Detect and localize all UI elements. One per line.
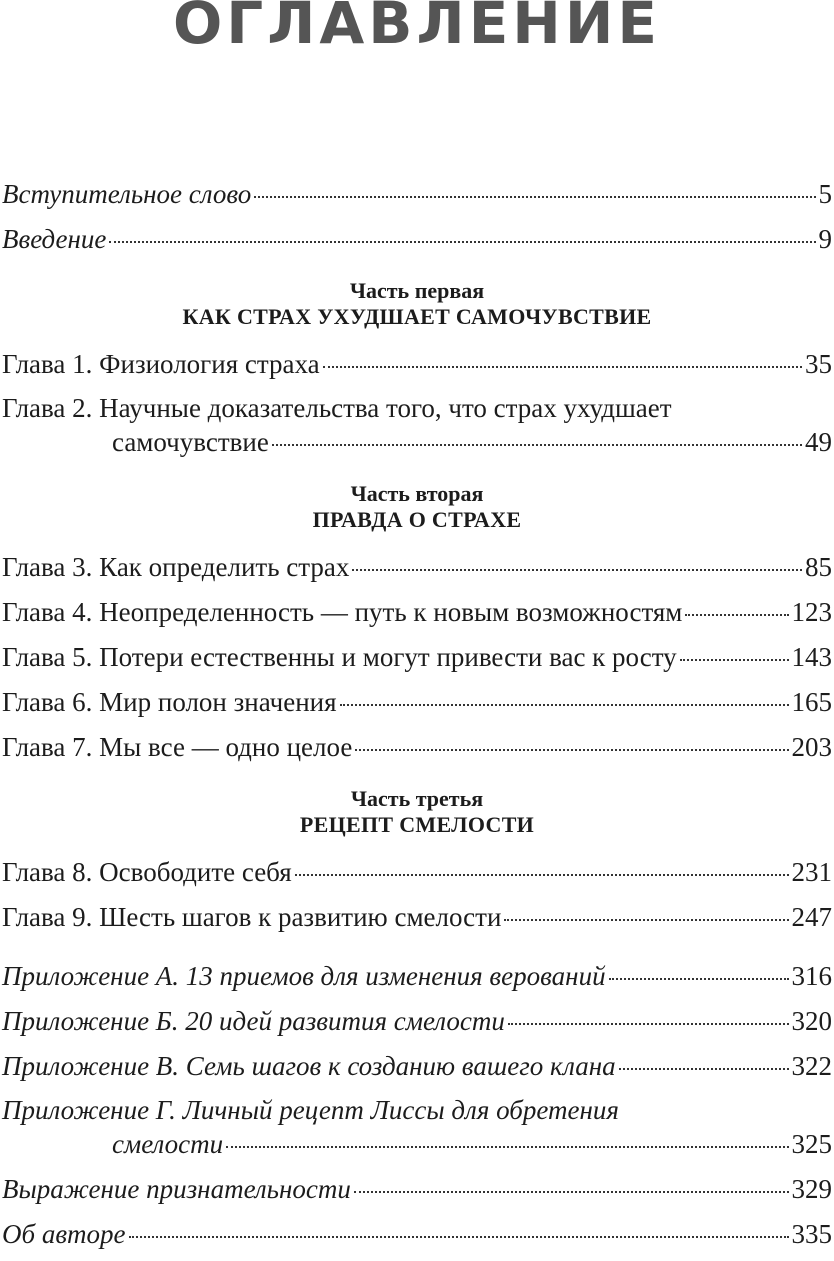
entry-page: 335: [791, 1219, 832, 1249]
toc-entry-chapter-4[interactable]: [2, 594, 832, 639]
entry-title: Об авторе: [2, 1219, 126, 1249]
toc-entry-chapter-7[interactable]: [2, 729, 832, 774]
entry-page: 143: [791, 642, 832, 672]
dot-leader: [109, 241, 815, 243]
entry-page: 49: [805, 427, 832, 457]
entry-page: 9: [818, 224, 832, 254]
toc-entry-appendix-v[interactable]: [2, 1048, 832, 1093]
entry-page: 35: [805, 349, 832, 379]
entry-title: Вступительное слово: [2, 179, 252, 209]
entry-title: Глава 5. Потери естественны и могут привести вас к росту: [2, 642, 677, 672]
entry-page: 231: [791, 857, 832, 887]
dot-leader: [609, 978, 789, 980]
part-label: Часть первая: [349, 278, 485, 303]
toc-entry-chapter-3[interactable]: [2, 549, 832, 594]
dot-leader: [323, 366, 802, 368]
toc-entry-chapter-9[interactable]: [2, 899, 832, 944]
toc-entry-chapter-8[interactable]: [2, 854, 832, 899]
part-label: Часть третья: [350, 786, 484, 811]
part-title: КАК СТРАХ УХУДШАЕТ САМОЧУВСТВИЕ: [182, 304, 652, 329]
toc-entry-acknowledgements[interactable]: [2, 1171, 832, 1216]
dot-leader: [226, 1146, 788, 1148]
dot-leader: [340, 704, 789, 706]
entry-title: Приложение В. Семь шагов к созданию вашего клана: [2, 1051, 616, 1081]
entry-title-line-2: смелости: [112, 1129, 224, 1159]
dot-leader: [504, 919, 788, 921]
dot-leader: [680, 659, 789, 661]
table-of-contents: [2, 176, 832, 1261]
toc-entry-chapter-5[interactable]: [2, 639, 832, 684]
toc-entry-appendix-g[interactable]: [2, 1093, 832, 1171]
entry-title: Приложение А. 13 приемов для изменения верований: [2, 961, 606, 991]
part-label: Часть вторая: [350, 481, 484, 506]
entry-title: Глава 1. Физиология страха: [2, 349, 320, 379]
toc-entry-appendix-a[interactable]: [2, 958, 832, 1003]
entry-title-line-2: самочувствие: [112, 427, 269, 457]
dot-leader: [619, 1068, 789, 1070]
entry-title: Глава 6. Мир полон значения: [2, 687, 337, 717]
entry-page: 320: [791, 1006, 832, 1036]
entry-page: 329: [791, 1174, 832, 1204]
entry-title: Введение: [2, 224, 107, 254]
part-heading-1: [2, 266, 832, 346]
entry-title: Глава 9. Шесть шагов к развитию смелости: [2, 902, 502, 932]
entry-title: Глава 7. Мы все — одно целое: [2, 732, 353, 762]
entry-title-line-1: Глава 2. Научные доказательства того, что страх ухудшает: [2, 393, 672, 423]
toc-entry-foreword[interactable]: [2, 176, 832, 221]
entry-page: 203: [791, 732, 832, 762]
entry-title: Глава 4. Неопределенность — путь к новым возможностям: [2, 597, 683, 627]
toc-entry-chapter-2[interactable]: [2, 391, 832, 469]
entry-page: 85: [805, 552, 832, 582]
dot-leader: [272, 444, 802, 446]
dot-leader: [254, 196, 815, 198]
dot-leader: [685, 614, 788, 616]
dot-leader: [295, 874, 789, 876]
entry-title-line-1: Приложение Г. Личный рецепт Лиссы для обретения: [2, 1095, 619, 1125]
toc-entry-about-author[interactable]: [2, 1216, 832, 1261]
dot-leader: [355, 749, 788, 751]
part-title: РЕЦЕПТ СМЕЛОСТИ: [299, 812, 535, 837]
part-heading-3: [2, 774, 832, 854]
page-title: ОГЛАВЛЕНИЕ: [172, 0, 662, 57]
part-heading-2: [2, 469, 832, 549]
toc-entry-appendix-b[interactable]: [2, 1003, 832, 1048]
dot-leader: [354, 1191, 789, 1193]
entry-page: 322: [791, 1051, 832, 1081]
dot-leader: [352, 569, 802, 571]
entry-title: Приложение Б. 20 идей развития смелости: [2, 1006, 505, 1036]
toc-entry-chapter-1[interactable]: [2, 346, 832, 391]
entry-page: 123: [791, 597, 832, 627]
entry-page: 165: [791, 687, 832, 717]
entry-page: 247: [791, 902, 832, 932]
dot-leader: [508, 1023, 789, 1025]
toc-entry-introduction[interactable]: [2, 221, 832, 266]
entry-page: 325: [791, 1129, 832, 1159]
entry-page: 5: [818, 179, 832, 209]
entry-title: Глава 3. Как определить страх: [2, 552, 350, 582]
part-title: ПРАВДА О СТРАХЕ: [312, 507, 522, 532]
entry-title: Глава 8. Освободите себя: [2, 857, 292, 887]
entry-title: Выражение признательности: [2, 1174, 351, 1204]
dot-leader: [129, 1236, 789, 1238]
toc-entry-chapter-6[interactable]: [2, 684, 832, 729]
entry-page: 316: [791, 961, 832, 991]
